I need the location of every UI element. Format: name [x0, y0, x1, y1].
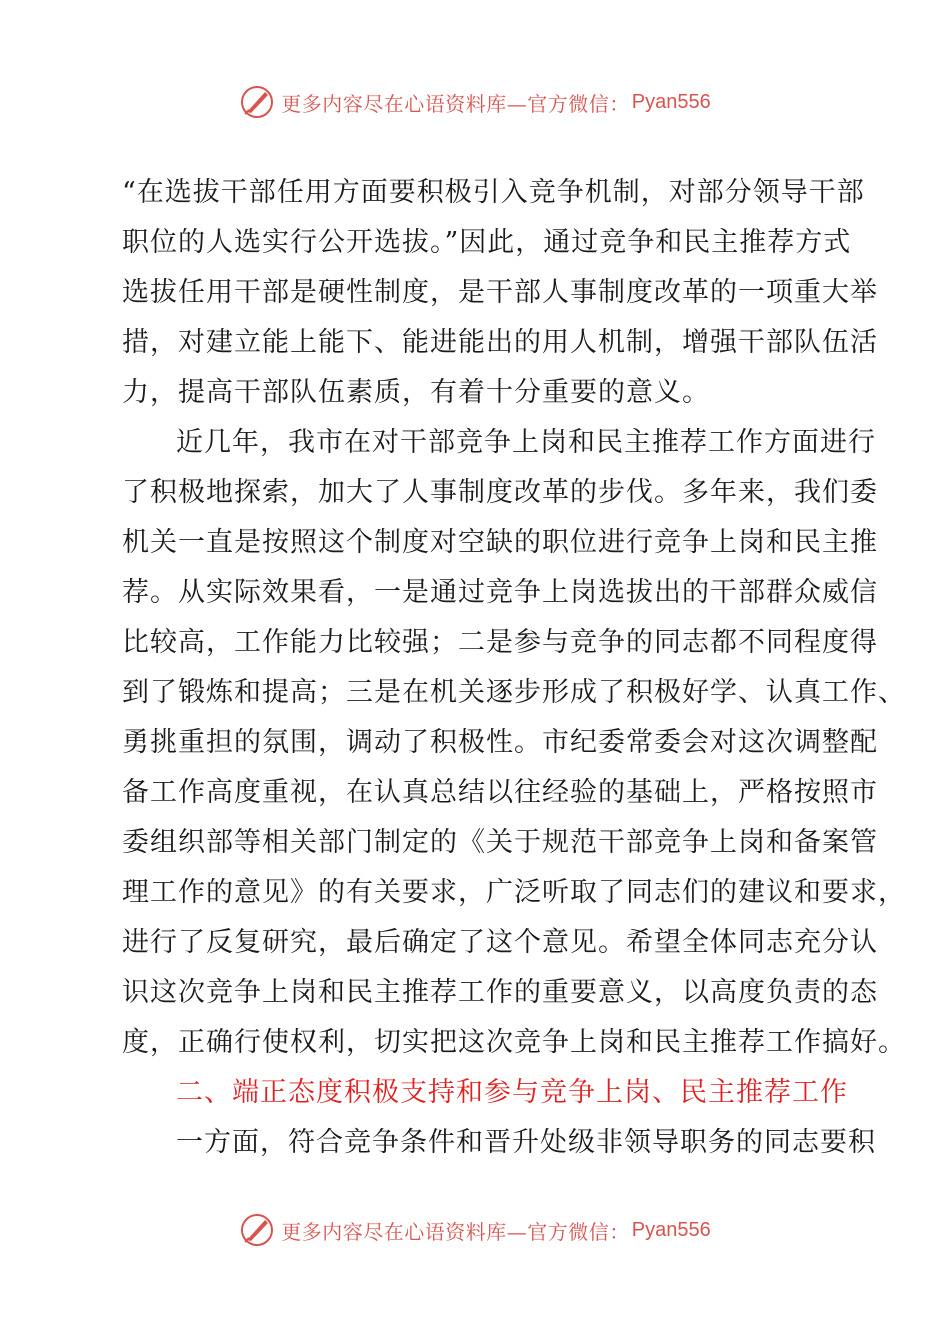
paragraph-2-line: 机关一直是按照这个制度对空缺的职位进行竞争上岗和民主推 [122, 527, 878, 558]
paragraph-2-line: 备工作高度重视，在认真总结以往经验的基础上，严格按照市 [122, 777, 878, 808]
paragraph-2-line: 到了锻炼和提高；三是在机关逐步形成了积极好学、认真工作、 [122, 677, 906, 708]
footer-watermark-banner [0, 1208, 950, 1252]
paragraph-1-line: “在选拔干部任用方面要积极引入竞争机制，对部分领导干部 [122, 177, 865, 208]
paragraph-2-line: 委组织部等相关部门制定的《关于规范干部竞争上岗和备案管 [122, 827, 878, 858]
paragraph-2-line: 度，正确行使权利，切实把这次竞争上岗和民主推荐工作搞好。 [122, 1027, 906, 1058]
section-heading: 二、端正态度积极支持和参与竞争上岗、民主推荐工作 [176, 1077, 848, 1108]
paragraph-2-line: 勇挑重担的氛围，调动了积极性。市纪委常委会对这次调整配 [122, 727, 878, 758]
document-body [122, 168, 906, 1168]
banner-wechat-id: Pyan556 [631, 1218, 711, 1241]
paragraph-2-line: 了积极地探索，加大了人事制度改革的步伐。多年来，我们委 [122, 477, 878, 508]
paragraph-2-line: 比较高，工作能力比较强；二是参与竞争的同志都不同程度得 [122, 627, 878, 658]
paragraph-2-line: 理工作的意见》的有关要求，广泛听取了同志们的建议和要求， [122, 877, 906, 908]
paragraph-2-line: 进行了反复研究，最后确定了这个意见。希望全体同志充分认 [122, 927, 878, 958]
banner-wechat-id: Pyan556 [631, 90, 711, 113]
banner-text: 更多内容尽在心语资料库—官方微信： [281, 1219, 630, 1244]
paragraph-1-line: 职位的人选实行公开选拔。”因此，通过竞争和民主推荐方式 [122, 227, 852, 258]
paragraph-2-line: 近几年，我市在对干部竞争上岗和民主推荐工作方面进行 [176, 427, 876, 458]
banner-text: 更多内容尽在心语资料库—官方微信： [281, 91, 630, 116]
paragraph-2-line: 荐。从实际效果看，一是通过竞争上岗选拔出的干部群众威信 [122, 577, 878, 608]
quill-logo-icon [239, 84, 275, 120]
paragraph-2-line: 识这次竞争上岗和民主推荐工作的重要意义，以高度负责的态 [122, 977, 878, 1008]
header-watermark-banner [0, 80, 950, 124]
paragraph-3-line: 一方面，符合竞争条件和晋升处级非领导职务的同志要积 [176, 1127, 876, 1158]
paragraph-1-line: 措，对建立能上能下、能进能出的用人机制，增强干部队伍活 [122, 327, 878, 358]
paragraph-1-line: 力，提高干部队伍素质，有着十分重要的意义。 [122, 377, 710, 408]
quill-logo-icon [239, 1212, 275, 1248]
paragraph-1-line: 选拔任用干部是硬性制度，是干部人事制度改革的一项重大举 [122, 277, 878, 308]
